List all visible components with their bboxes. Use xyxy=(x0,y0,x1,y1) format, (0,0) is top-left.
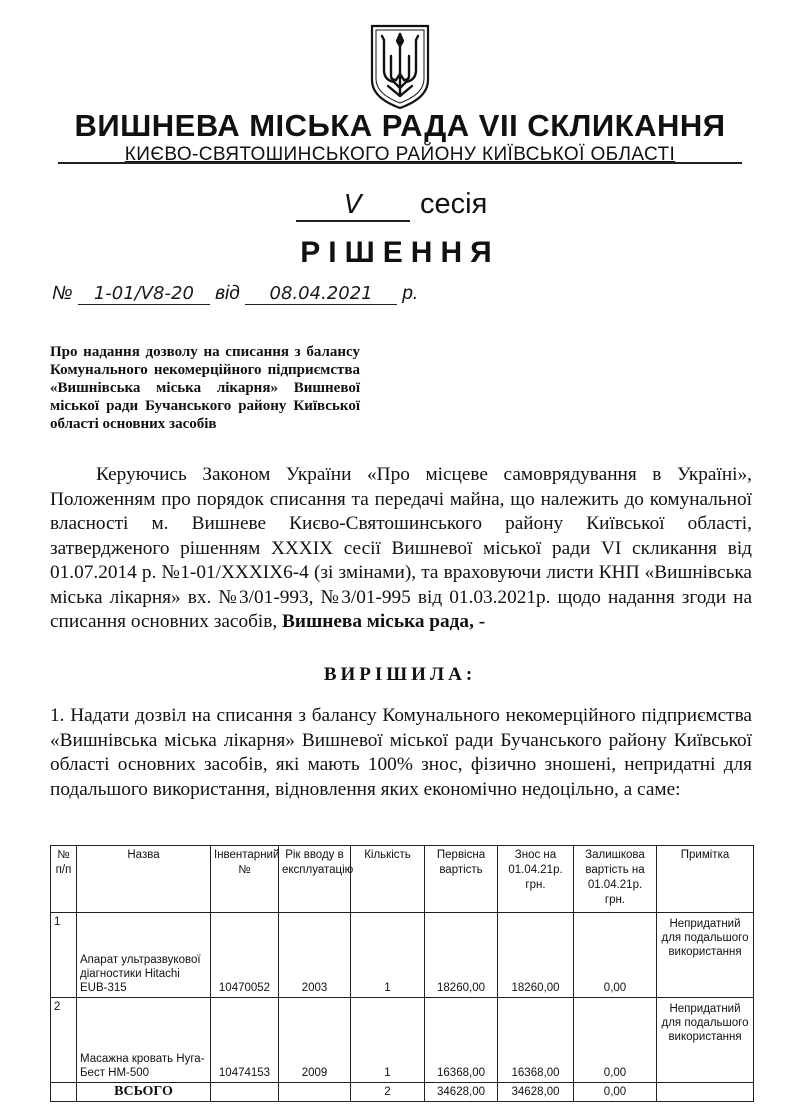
preamble-closing: Вишнева міська рада, - xyxy=(282,611,486,632)
decision-number: 1-01/V8-20 xyxy=(78,283,210,305)
header-qty: Кількість xyxy=(351,846,425,913)
assets-table xyxy=(50,845,754,1102)
table-row xyxy=(51,998,754,1083)
cell-initial: 16368,00 xyxy=(425,998,498,1083)
cell-name: Апарат ультразвукової діагностики Hitachi EUB-315 xyxy=(77,913,211,998)
total-qty: 2 xyxy=(351,1083,425,1102)
header-num: № п/п xyxy=(51,846,77,913)
decision-date: 08.04.2021 xyxy=(245,283,397,305)
district-name: КИЄВО-СВЯТОШИНСЬКОГО РАЙОНУ КИЇВСЬКОЇ ОБЛАСТІ xyxy=(124,144,676,165)
cell-note: Непридатний для подальшого використання xyxy=(657,998,754,1083)
cell-wear: 16368,00 xyxy=(498,998,574,1083)
session-number: V xyxy=(296,190,410,222)
cell-num: 2 xyxy=(51,998,77,1083)
cell-qty: 1 xyxy=(351,913,425,998)
cell-residual: 0,00 xyxy=(574,913,657,998)
total-empty-cell xyxy=(279,1083,351,1102)
total-residual: 0,00 xyxy=(574,1083,657,1102)
total-empty-cell xyxy=(657,1083,754,1102)
number-prefix: № xyxy=(52,283,73,304)
council-name: ВИШНЕВА МІСЬКА РАДА VII СКЛИКАННЯ xyxy=(74,108,726,143)
cell-wear: 18260,00 xyxy=(498,913,574,998)
cell-inventory: 10474153 xyxy=(211,998,279,1083)
cell-name: Масажна кровать Нуга-Бест НМ-500 xyxy=(77,998,211,1083)
total-wear: 34628,00 xyxy=(498,1083,574,1102)
decision-title: РІШЕННЯ xyxy=(300,236,500,269)
session-line xyxy=(296,188,487,222)
table-total-row xyxy=(51,1083,754,1102)
header-inventory: Інвентарний № xyxy=(211,846,279,913)
cell-qty: 1 xyxy=(351,998,425,1083)
header-wear: Знос на 01.04.21р. грн. xyxy=(498,846,574,913)
header-residual: Залишкова вартість на 01.04.21р. грн. xyxy=(574,846,657,913)
date-suffix: р. xyxy=(402,283,419,304)
table-row xyxy=(51,913,754,998)
cell-year: 2009 xyxy=(279,998,351,1083)
session-label: сесія xyxy=(420,188,488,220)
decision-subject: Про надання дозволу на списання з балансу Комунального некомерційного підприємства «Вишнівська міська лікарня» Вишневої міської ради Бучанського району Київської області основних засобів xyxy=(50,344,360,432)
trident-coat-of-arms-icon xyxy=(367,22,433,110)
total-empty-cell xyxy=(51,1083,77,1102)
resolved-heading: ВИРІШИЛА: xyxy=(323,664,477,685)
total-initial: 34628,00 xyxy=(425,1083,498,1102)
preamble-paragraph xyxy=(50,463,752,635)
cell-year: 2003 xyxy=(279,913,351,998)
total-label: ВСЬОГО xyxy=(77,1083,211,1102)
item-1-paragraph: 1. Надати дозвіл на списання з балансу Комунального некомерційного підприємства «Вишнівська міська лікарня» Вишневої міської ради Бучанського району Київської області основних засобів, які мають 100% знос, фізично зношені, непридатні для подальшого використання, відновлення яких економічно недоцільно, а саме: xyxy=(50,705,752,800)
header-initial: Первісна вартість xyxy=(425,846,498,913)
total-empty-cell xyxy=(211,1083,279,1102)
cell-note: Непридатний для подальшого використання xyxy=(657,913,754,998)
header-note: Примітка xyxy=(657,846,754,913)
preamble-text: Керуючись Законом України «Про місцеве самоврядування в Україні», Положенням про порядок списання та передачі майна, що належить до комунальної власності м. Вишневе Києво-Святошинського району Київської області, затвердженого рішенням XXXIX сесії Вишневої міської ради VI скликання від 01.07.2014 р. №1-01/XXXIX6-4 (зі змінами), та враховуючи листи КНП «Вишнівська міська лікарня» вх. №3/01-993, №3/01-995 від 01.03.2021р. щодо надання згоди на списання основних засобів, xyxy=(50,464,752,632)
cell-residual: 0,00 xyxy=(574,998,657,1083)
decision-number-line xyxy=(52,283,418,305)
cell-initial: 18260,00 xyxy=(425,913,498,998)
table-header-row xyxy=(51,846,754,913)
header-year: Рік вводу в експлуатацію xyxy=(279,846,351,913)
header-rule xyxy=(58,162,742,164)
cell-num: 1 xyxy=(51,913,77,998)
header-name: Назва xyxy=(77,846,211,913)
date-prefix: від xyxy=(215,283,240,304)
cell-inventory: 10470052 xyxy=(211,913,279,998)
